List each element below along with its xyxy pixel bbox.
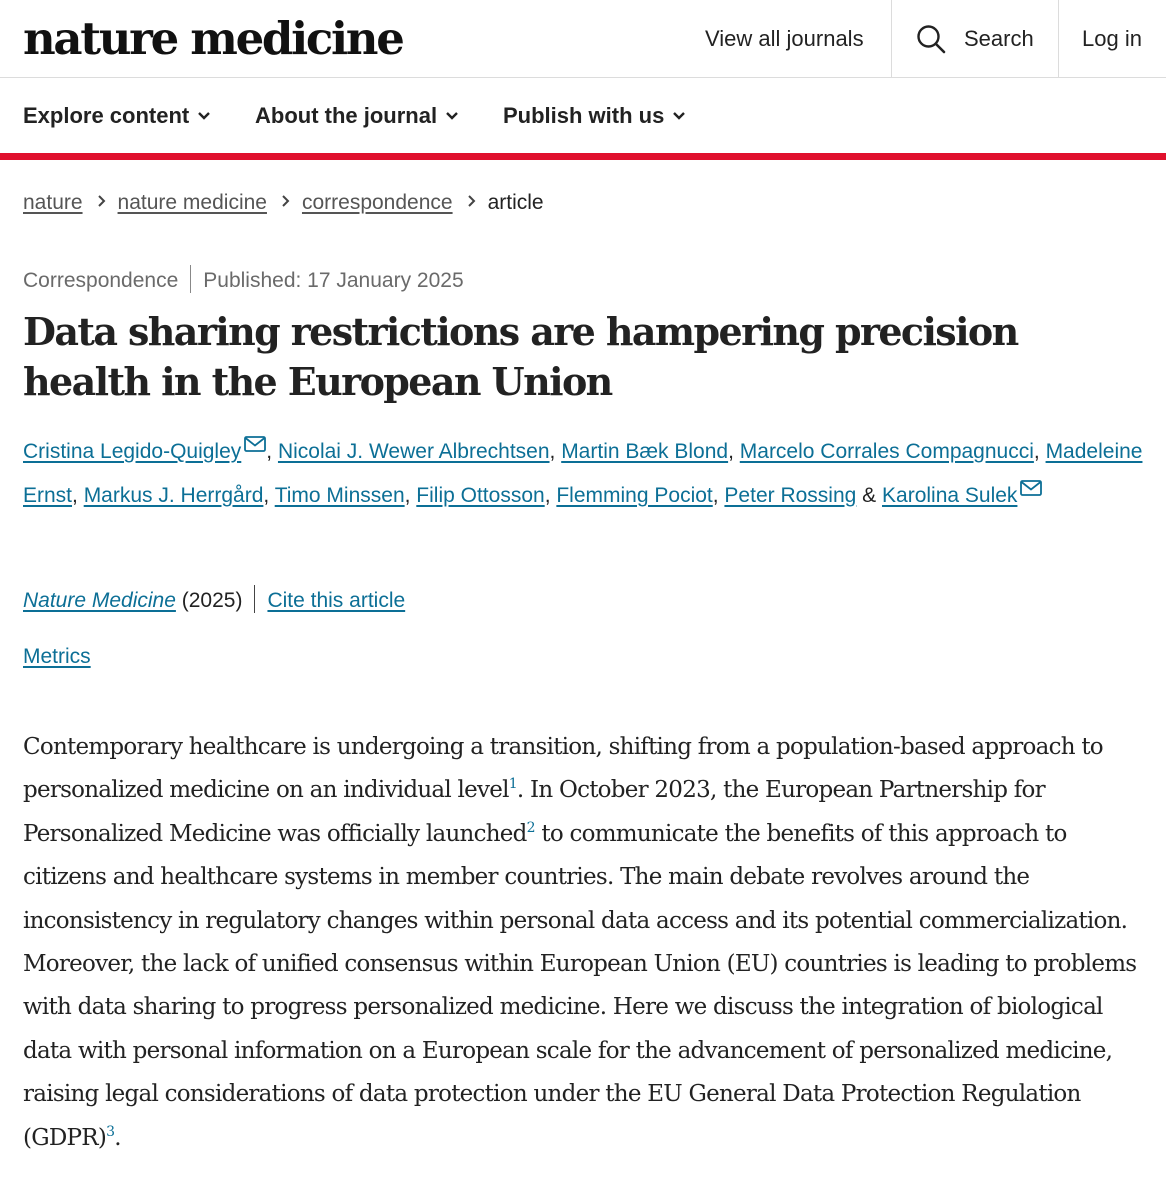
article-type: Correspondence — [23, 269, 179, 292]
chevron-right-icon — [281, 194, 290, 208]
abstract-text: Contemporary healthcare is undergoing a transition, shifting from a population-based approach to personalized medicine on an individual level — [23, 734, 1103, 804]
search-button[interactable] — [891, 0, 1059, 77]
abstract-text: . In October 2023, the European Partnership for Personalized Medicine was officially launched — [23, 777, 1045, 847]
author-link[interactable]: Peter Rossing — [724, 483, 857, 507]
author-list: Cristina Legido-Quigley , Nicolai J. Wewer Albrechtsen, Martin Bæk Blond, Marcelo Corrales Compagnucci, Madeleine Ernst, Markus J. Herrgård, Timo Minssen, Filip Ottosson, Flemming Pociot, Peter Rossing & Karolina Sulek — [23, 430, 1143, 517]
reference-link[interactable]: 1 — [508, 776, 517, 793]
author-link[interactable]: Cristina Legido-Quigley — [23, 440, 242, 463]
abstract-text: . — [114, 1124, 121, 1151]
nav-publish-with-us[interactable] — [503, 77, 686, 153]
reference-marker — [527, 820, 535, 836]
meta-divider — [190, 265, 191, 293]
article-title: Data sharing restrictions are hampering precision health in the European Union — [23, 309, 1018, 404]
breadcrumb-link-nature-medicine[interactable]: nature medicine — [117, 191, 267, 214]
author-link[interactable]: Timo Minssen — [274, 483, 405, 507]
login-link[interactable]: Log in — [1082, 26, 1142, 51]
author-link[interactable]: Madeleine Ernst — [23, 440, 1143, 507]
chevron-down-icon — [672, 111, 686, 121]
search-icon — [916, 24, 946, 54]
nav-explore-content[interactable] — [23, 77, 211, 153]
publication-year: (2025) — [181, 589, 243, 612]
mail-icon[interactable] — [1020, 480, 1042, 496]
author-link[interactable]: Karolina Sulek — [882, 483, 1018, 507]
breadcrumb-current: article — [487, 191, 544, 214]
nav-about-journal[interactable] — [255, 77, 459, 153]
journal-link[interactable]: Nature Medicine — [23, 589, 176, 612]
nav-item-label: Publish with us — [503, 103, 665, 128]
reference-marker — [106, 1124, 114, 1140]
author-link[interactable]: Flemming Pociot — [556, 483, 713, 507]
metrics-link[interactable]: Metrics — [23, 645, 91, 668]
reference-link[interactable]: 2 — [526, 819, 535, 836]
cite-this-article-link[interactable]: Cite this article — [267, 589, 406, 612]
nav-item-label: Explore content — [23, 103, 190, 128]
breadcrumb — [23, 186, 544, 220]
author-link[interactable]: Nicolai J. Wewer Albrechtsen — [277, 440, 550, 463]
abstract-text: to communicate the benefits of this approach to citizens and healthcare systems in member countries. The main debate revolves around the inconsistency in regulatory changes within personal data access and its potential commercialization. Moreover, the lack of unified consensus within European Union (EU) countries is leading to problems with data sharing to progress personalized medicine. Here we discuss the integration of biological data with personal information on a European scale for the advancement of personalized medicine, raising legal considerations of data protection under the EU General Data Protection Regulation (GDPR) — [23, 820, 1137, 1151]
citation-line — [23, 585, 405, 617]
author-link[interactable]: Filip Ottosson — [416, 483, 545, 507]
author-link[interactable]: Marcelo Corrales Compagnucci — [739, 440, 1034, 463]
reference-marker — [509, 776, 517, 792]
breadcrumb-link-nature[interactable]: nature — [23, 191, 83, 214]
view-all-journals-link[interactable]: View all journals — [705, 26, 864, 51]
chevron-down-icon — [445, 111, 459, 121]
article-abstract — [23, 726, 1148, 1160]
chevron-right-icon — [97, 194, 106, 208]
main-nav — [0, 77, 1166, 153]
search-label: Search — [964, 26, 1034, 51]
breadcrumb-link-correspondence[interactable]: correspondence — [301, 191, 453, 214]
author-link[interactable]: Martin Bæk Blond — [561, 440, 729, 463]
published-date: Published: 17 January 2025 — [203, 269, 464, 292]
site-header — [0, 0, 1166, 78]
author-link[interactable]: Markus J. Herrgård — [83, 483, 264, 507]
article-meta — [23, 266, 464, 296]
reference-link[interactable]: 3 — [106, 1123, 115, 1140]
chevron-right-icon — [467, 194, 476, 208]
journal-logo[interactable]: nature medicine — [23, 12, 403, 65]
mail-icon[interactable] — [244, 436, 266, 452]
accent-divider — [0, 153, 1166, 160]
cite-divider — [254, 585, 255, 613]
chevron-down-icon — [197, 111, 211, 121]
nav-item-label: About the journal — [255, 103, 438, 128]
